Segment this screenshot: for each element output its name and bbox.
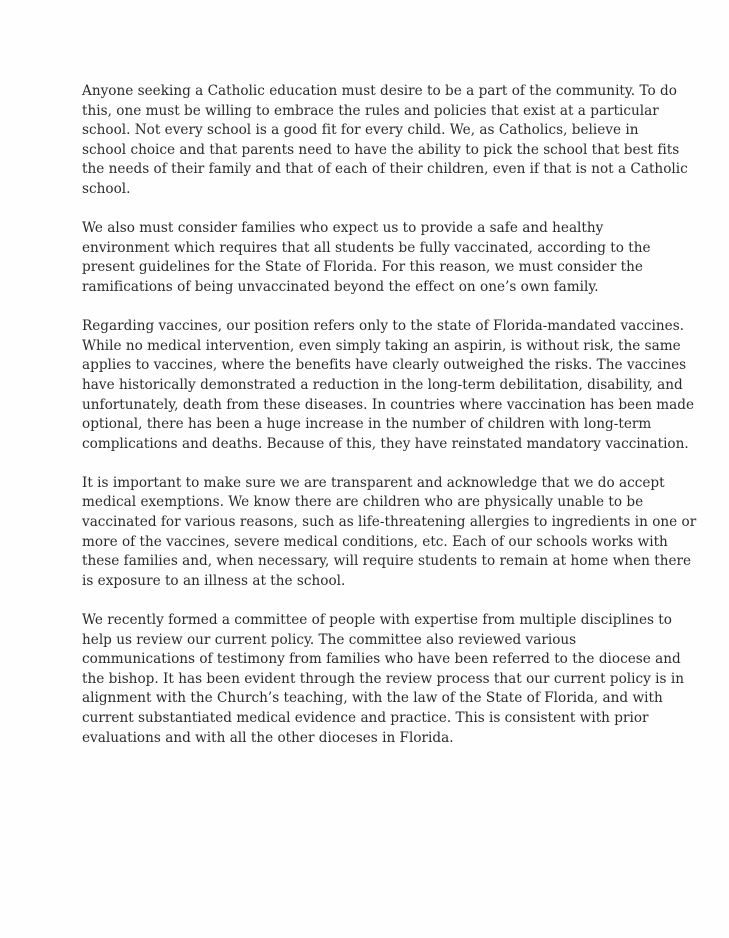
text-line: environment which requires that all students be fully vaccinated, according to the bbox=[82, 239, 651, 256]
text-line: school choice and that parents need to have the ability to pick the school that best fits bbox=[82, 141, 680, 158]
text-line: Regarding vaccines, our position refers only to the state of Florida-mandated vaccines. bbox=[82, 318, 685, 335]
paragraph-vaccines-position bbox=[82, 317, 695, 454]
text-line: vaccinated for various reasons, such as life-threatening allergies to ingredients in one or bbox=[82, 514, 697, 531]
text-line: alignment with the Church’s teaching, with the law of the State of Florida, and with bbox=[82, 690, 663, 707]
text-line: have historically demonstrated a reduction in the long-term debilitation, disability, and bbox=[82, 376, 683, 393]
text-line: is exposure to an illness at the school. bbox=[82, 572, 346, 589]
text-line: ramifications of being unvaccinated beyond the effect on one’s own family. bbox=[82, 278, 599, 295]
paragraph-school-choice bbox=[82, 82, 688, 200]
text-line: school. bbox=[82, 180, 131, 197]
text-line: school. Not every school is a good fit for every child. We, as Catholics, believe in bbox=[82, 122, 639, 139]
text-line: medical exemptions. We know there are children who are physically unable to be bbox=[82, 494, 644, 511]
text-line: these families and, when necessary, will require students to remain at home when there bbox=[82, 553, 692, 570]
text-line: While no medical intervention, even simply taking an aspirin, is without risk, the same bbox=[82, 337, 681, 354]
paragraph-committee-review bbox=[82, 611, 684, 748]
text-line: help us review our current policy. The committee also reviewed various bbox=[82, 631, 577, 648]
text-line: communications of testimony from families who have been referred to the diocese and bbox=[82, 651, 681, 668]
text-line: current substantiated medical evidence and practice. This is consistent with prior bbox=[82, 710, 649, 726]
letter-body bbox=[82, 82, 697, 768]
text-line: this, one must be willing to embrace the rules and policies that exist at a particular bbox=[82, 102, 659, 119]
text-line: present guidelines for the State of Florida. For this reason, we must consider the bbox=[82, 259, 643, 276]
text-line: Anyone seeking a Catholic education must desire to be a part of the community. To do bbox=[82, 83, 677, 99]
text-line: the needs of their family and that of each of their children, even if that is not a Catholic bbox=[82, 161, 688, 178]
text-line: It is important to make sure we are transparent and acknowledge that we do accept bbox=[82, 474, 665, 491]
paragraph-safe-environment bbox=[82, 219, 652, 297]
paragraph-medical-exemptions bbox=[82, 474, 697, 592]
text-line: the bishop. It has been evident through the review process that our current policy is in bbox=[82, 670, 684, 687]
text-line: unfortunately, death from these diseases. In countries where vaccination has been made bbox=[82, 396, 695, 413]
text-line: more of the vaccines, severe medical conditions, etc. Each of our schools works with bbox=[82, 533, 668, 550]
text-line: evaluations and with all the other dioceses in Florida. bbox=[82, 729, 454, 746]
text-line: optional, there has been a huge increase in the number of children with long-term bbox=[82, 416, 652, 433]
text-line: We recently formed a committee of people with expertise from multiple disciplines to bbox=[82, 612, 672, 629]
text-line: complications and deaths. Because of this, they have reinstated mandatory vaccination. bbox=[82, 435, 689, 452]
text-line: applies to vaccines, where the benefits have clearly outweighed the risks. The vaccines bbox=[82, 357, 687, 374]
text-line: We also must consider families who expect us to provide a safe and healthy bbox=[82, 220, 604, 237]
